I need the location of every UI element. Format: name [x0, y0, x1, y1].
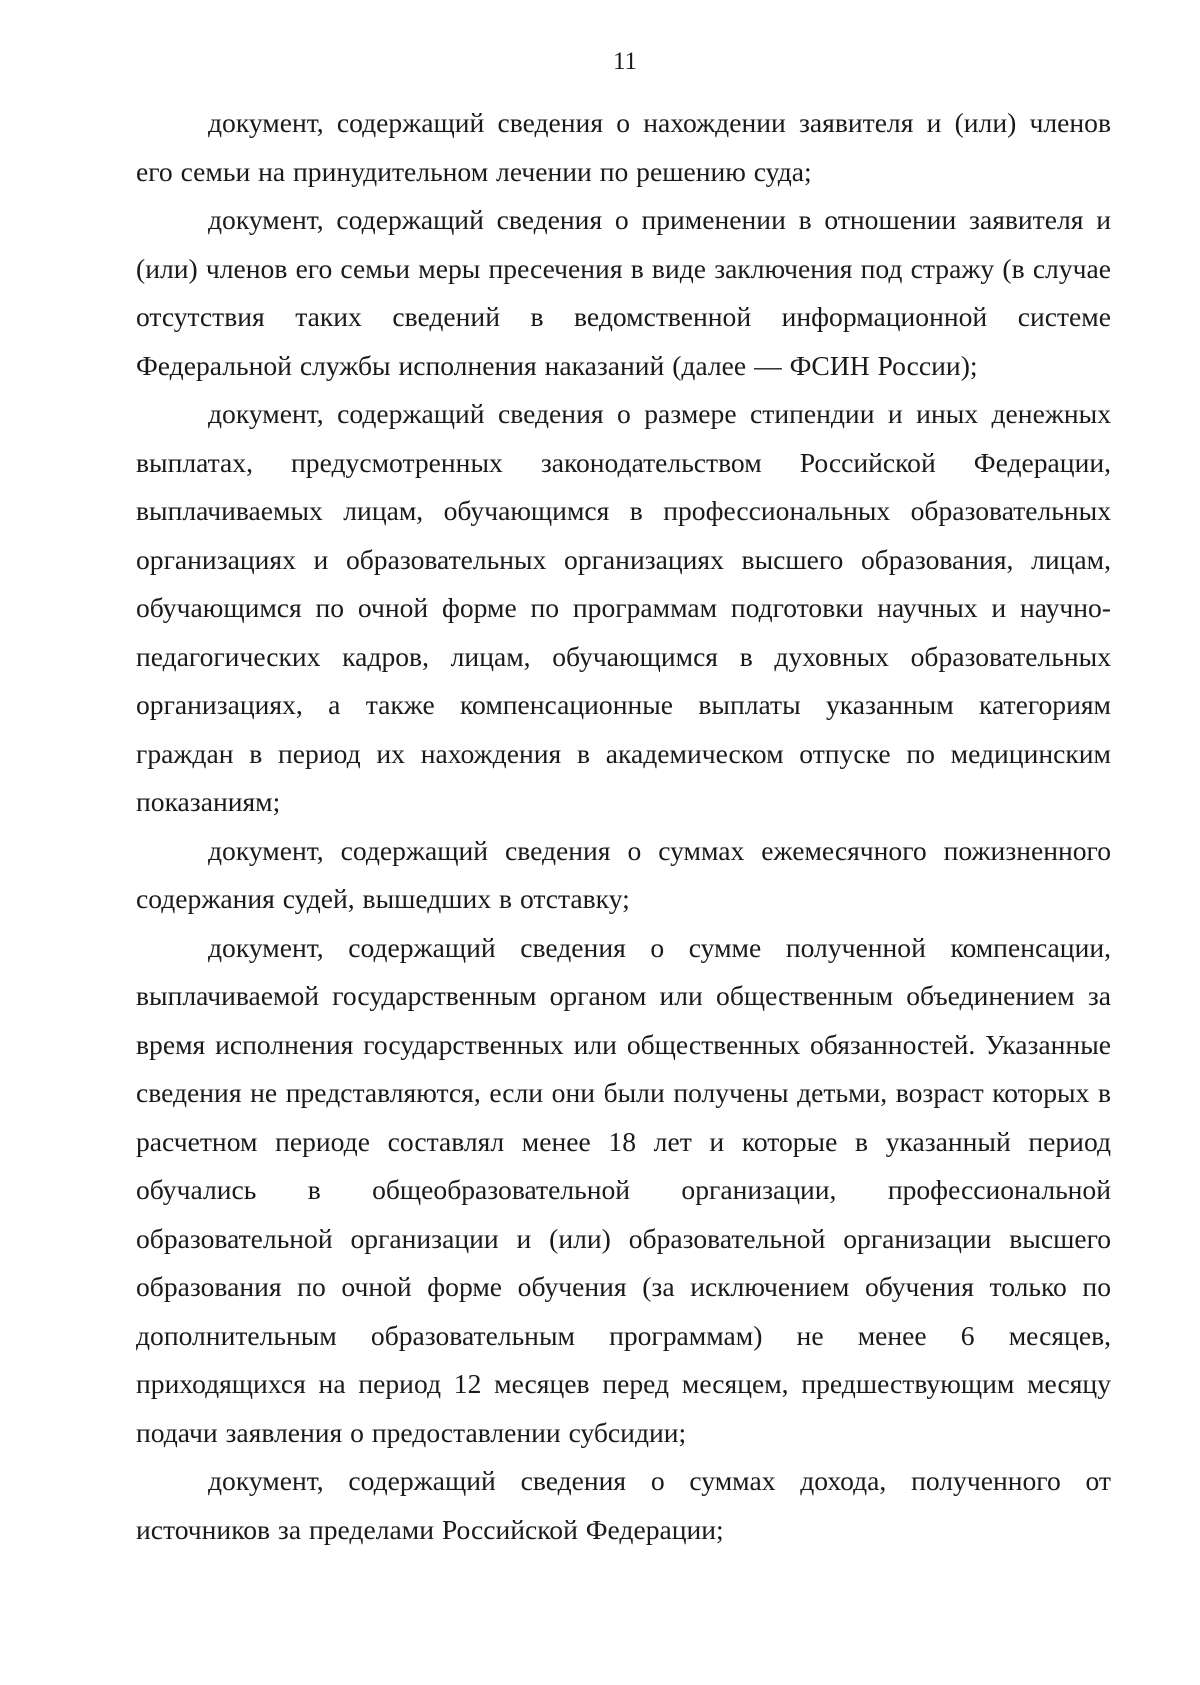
paragraph-compensation: документ, содержащий сведения о сумме полученной компенсации, выплачиваемой государственным органом или общественным объединением за время исполнения государственных или общественных обязанностей. Указанные сведения не представляются, если они были получены детьми, возраст которых в расчетном периоде составлял менее 18 лет и которые в указанный период обучались в общеобразовательной организации, профессиональной образовательной организации и (или) образовательной организации высшего образования по очной форме обучения (за исключением обучения только по дополнительным образовательным программам) не менее 6 месяцев, приходящихся на период 12 месяцев перед месяцем, предшествующим месяцу подачи заявления о предоставлении субсидии; [136, 931, 1111, 1448]
paragraph-forced-treatment: документ, содержащий сведения о нахождении заявителя и (или) членов его семьи на принудительном лечении по решению суда; [136, 107, 1111, 187]
page-number: 11 [612, 48, 638, 75]
document-body [136, 99, 1111, 1554]
paragraph-detention: документ, содержащий сведения о применении в отношении заявителя и (или) членов его семьи меры пресечения в виде заключения под стражу (в случае отсутствия таких сведений в ведомственной информационной системе Федеральной службы исполнения наказаний (далее — ФСИН России); [136, 204, 1111, 381]
paragraph-stipend: документ, содержащий сведения о размере стипендии и иных денежных выплатах, предусмотренных законодательством Российской Федерации, выплачиваемых лицам, обучающимся в профессиональных образовательных организациях и образовательных организациях высшего образования, лицам, обучающимся по очной форме по программам подготовки научных и научно-педагогических кадров, лицам, обучающимся в духовных образовательных организациях, а также компенсационные выплаты указанным категориям граждан в период их нахождения в академическом отпуске по медицинским показаниям; [136, 398, 1111, 817]
paragraph-judges-pension: документ, содержащий сведения о суммах ежемесячного пожизненного содержания судей, вышедших в отставку; [136, 834, 1111, 914]
paragraph-foreign-income: документ, содержащий сведения о суммах дохода, полученного от источников за пределами Российской Федерации; [136, 1465, 1111, 1545]
